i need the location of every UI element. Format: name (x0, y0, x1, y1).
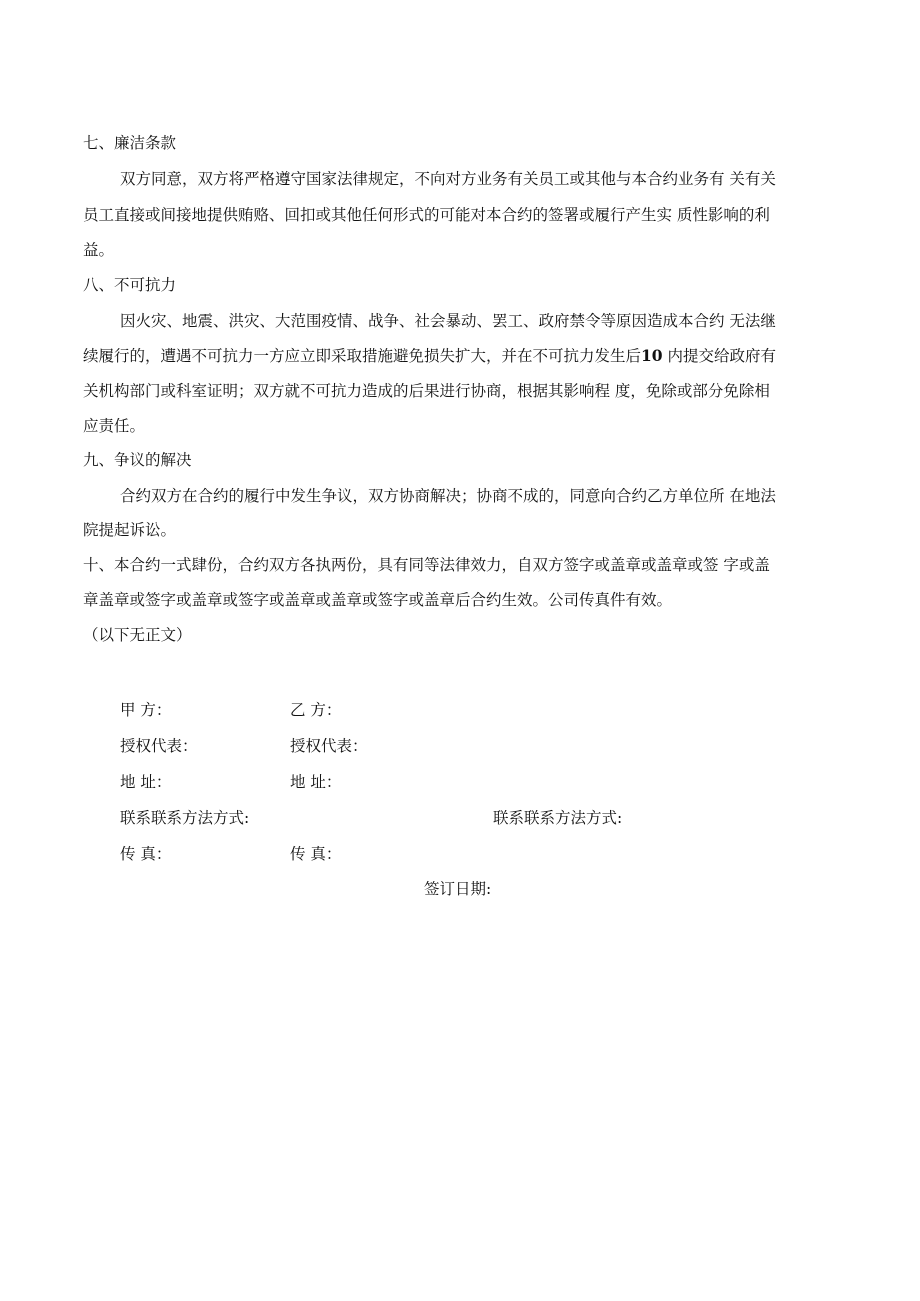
section-8-line-4: 应责任。 (83, 417, 146, 435)
section-10-line-1: 十、本合约一式肆份，合约双方各执两份，具有同等法律效力，自双方签字或盖章或盖章或签 字或盖 (83, 556, 770, 574)
section-8-days-number: 10 (641, 346, 663, 365)
section-7-line-3: 益。 (83, 241, 115, 259)
section-8-heading: 八、不可抗力 (83, 276, 177, 294)
party-b-address-label: 地 址： (290, 773, 342, 791)
party-b-rep-label: 授权代表： (290, 737, 368, 755)
section-8-line-2 (83, 346, 776, 366)
party-a-contact-label: 联系联系方法方式: (120, 809, 250, 827)
party-a-address-label: 地 址： (120, 773, 172, 791)
section-8-line-1: 因火灾、地震、洪灾、大范围疫情、战争、社会暴动、罢工、政府禁令等原因造成本合约 无法继 (120, 312, 776, 330)
section-9-heading: 九、争议的解决 (83, 451, 192, 469)
section-8-line-2-text: 续履行的，遭遇不可抗力一方应立即采取措施避免损失扩大，并在不可抗力发生后 (83, 347, 642, 365)
section-8-line-3: 关机构部门或科室证明；双方就不可抗力造成的后果进行协商，根据其影响程 度，免除或部分免除相 (83, 382, 770, 400)
party-b-label: 乙 方： (290, 701, 342, 719)
party-a-fax-label: 传 真： (120, 845, 172, 863)
section-8-line-2-tail: 内提交给政府有 (662, 347, 777, 365)
section-7-line-2: 员工直接或间接地提供贿赂、回扣或其他任何形式的可能对本合约的签署或履行产生实 质性影响的利 (83, 206, 770, 224)
section-7-heading: 七、廉洁条款 (83, 134, 177, 152)
section-9-line-2: 院提起诉讼。 (83, 521, 177, 539)
section-7-line-1: 双方同意，双方将严格遵守国家法律规定，不向对方业务有关员工或其他与本合约业务有 关有关 (120, 170, 776, 188)
party-a-label: 甲 方： (120, 701, 172, 719)
section-10-line-2: 章盖章或签字或盖章或签字或盖章或盖章或签字或盖章后合约生效。公司传真件有效。 (83, 591, 673, 609)
section-9-line-1: 合约双方在合约的履行中发生争议，双方协商解决；协商不成的，同意向合约乙方单位所 在地法 (120, 487, 776, 505)
party-b-fax-label: 传 真： (290, 845, 342, 863)
party-a-rep-label: 授权代表： (120, 737, 198, 755)
party-b-contact-label: 联系联系方法方式: (493, 809, 623, 827)
no-further-text-note: （以下无正文） (83, 626, 192, 644)
signing-date-label: 签订日期: (424, 880, 492, 898)
